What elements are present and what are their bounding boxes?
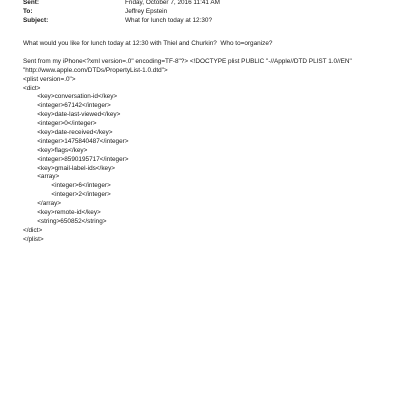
plist-line: </array> bbox=[23, 200, 62, 208]
sent-value: Friday, October 7, 2016 11:41 AM bbox=[125, 0, 220, 6]
plist-line: </plist> bbox=[23, 235, 44, 243]
plist-block bbox=[23, 76, 383, 245]
to-value: Jeffrey Epstein bbox=[125, 8, 168, 15]
plist-line: <dict> bbox=[23, 84, 41, 92]
plist-line: <array> bbox=[23, 173, 60, 181]
plist-line: <integer>1475840487</integer> bbox=[23, 137, 129, 145]
plist-line: <key>date-received</key> bbox=[23, 129, 113, 137]
email-body bbox=[23, 40, 383, 245]
plist-line: <integer>0</integer> bbox=[23, 120, 97, 128]
plist-line: <key>remote-id</key> bbox=[23, 209, 101, 217]
plist-line: <plist version=.0"> bbox=[23, 75, 76, 83]
dtd-url-line: "http://www.apple.com/DTDs/PropertyList-1.0.dtd"> bbox=[23, 66, 168, 74]
plist-line: <integer>67142</integer> bbox=[23, 102, 111, 110]
subject-label: Subject: bbox=[23, 17, 49, 24]
subject-value: What for lunch today at 12:30? bbox=[125, 17, 213, 24]
plist-line: <key>conversation-id</key> bbox=[23, 93, 118, 101]
plist-line: <key>date-last-viewed</key> bbox=[23, 111, 121, 119]
message-text: What would you like for lunch today at 12:30 with Thiel and Churkin? Who to=organize? bbox=[23, 40, 273, 47]
plist-line: <key>flags</key> bbox=[23, 146, 88, 154]
sent-label: Sent: bbox=[23, 0, 39, 6]
to-label: To: bbox=[23, 8, 33, 15]
plist-line: </dict> bbox=[23, 226, 43, 234]
plist-line: <integer>6</integer> bbox=[23, 182, 111, 190]
plist-line: <string>650852</string> bbox=[23, 217, 107, 225]
plist-line: <integer>2</integer> bbox=[23, 191, 111, 199]
plist-line: <key>gmail-label-ids</key> bbox=[23, 164, 115, 172]
signature-line: Sent from my iPhone<?xml version=.0" encoding=TF-8"?> <!DOCTYPE plist PUBLIC "-//Apple//DTD PLIST 1.0//EN" bbox=[23, 57, 352, 65]
plist-line: <integer>8590195717</integer> bbox=[23, 155, 129, 163]
